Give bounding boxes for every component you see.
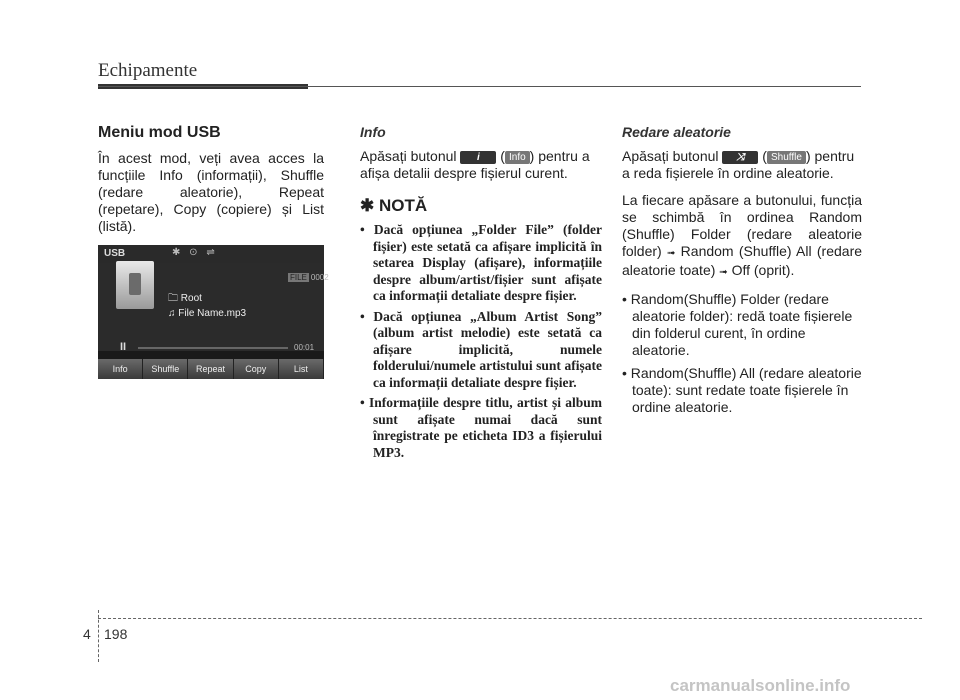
section-shuffle-text: Apăsați butonul ⤨ ( Shuffle ) pentru a reda fișierele în ordine aleatorie. (622, 148, 855, 181)
sequence-part-3: Off (oprit). (731, 262, 795, 278)
screen-file-counter (288, 273, 329, 282)
note-item: • Informațiile despre titlu, artist și album sunt afișate numai dacă sunt înregistrate pe eticheta ID3 a fișierului MP3. (360, 395, 602, 460)
file-name: File Name.mp3 (178, 308, 247, 319)
column-1 (98, 124, 329, 379)
screen-folder-row (168, 291, 202, 308)
section-title-shuffle: Redare aleatorie (622, 124, 731, 140)
shuffle-label-badge: Shuffle (767, 151, 806, 164)
shuffle-bullet-item: • Random(Shuffle) Folder (redare aleatorie folder): redă toate fișierele din folderul curent, în ordine aleatorie. (622, 291, 853, 358)
sequence-part-1: La fiecare apăsare a butonului, funcția se schimbă în ordinea Random (Shuffle) Folder (redare aleatorie folder) (622, 192, 862, 259)
note-title: ✱ NOTĂ (360, 196, 428, 215)
section-title-info: Info (360, 124, 386, 140)
file-count: 0002 (310, 273, 329, 282)
folder-icon: 🗀 (168, 293, 181, 304)
usb-screen-image (98, 245, 329, 379)
note-item: • Dacă opțiunea „Folder File” (folder fișier) este setată ca afișare implicită în setarea Display (afișare), informațiile despre album/artist/fișier sunt afișate ca informații detaliate despre fișier. (360, 222, 602, 303)
note-list (360, 222, 602, 461)
shuffle-text-before: Apăsați butonul (622, 148, 719, 164)
shuffle-bullet-item: • Random(Shuffle) All (redare aleatorie toate): sunt redate toate fișierele în ordine aleatorie. (622, 365, 862, 415)
shuffle-sequence-text (622, 192, 862, 281)
file-tag: FILE (290, 273, 307, 282)
music-note-icon: ♫ (168, 308, 179, 319)
footer-rule (98, 618, 922, 619)
arrow-icon: ➟ (719, 267, 728, 278)
column-3 (622, 124, 862, 422)
screen-button-shuffle: Shuffle (143, 359, 188, 379)
running-header: Echipamente (98, 60, 198, 81)
section-usb-menu-text: În acest mod, veți avea acces la funcțiile Info (informații), Shuffle (redare aleatorie), Repeat (repetare), Copy (copiere) și List (listă). (98, 150, 324, 234)
shuffle-text-after: pentru a reda fișierele în ordine aleatorie. (622, 148, 855, 181)
folder-name: Root (180, 293, 202, 304)
info-text-before: Apăsați butonul (360, 148, 457, 164)
screen-mode-label: USB (104, 248, 126, 259)
screen-file-row (168, 308, 246, 319)
progress-bar (138, 347, 288, 349)
footer-divider (98, 610, 99, 662)
screen-button-copy: Copy (234, 359, 279, 379)
screen-status-icons: ✱ ⊙ ⇌ (172, 247, 218, 258)
section-title-usb-menu: Meniu mod USB (98, 124, 221, 141)
header-rule (98, 86, 861, 87)
info-text-after: pentru a afișa detalii despre fișierul curent. (360, 148, 590, 181)
watermark: carmanualsonline.info (670, 676, 851, 695)
section-info-text: Apăsați butonul i ( Info ) pentru a afișa detalii despre fișierul curent. (360, 148, 590, 181)
chapter-number: 4 (83, 626, 91, 642)
sequence-part-2: Random (Shuffle) All (redare aleatorie toate) (622, 243, 863, 278)
column-2 (360, 124, 602, 465)
screen-button-list: List (279, 359, 324, 379)
pause-icon: II (120, 341, 127, 353)
screen-time: 00:01 (294, 343, 315, 352)
usb-device-icon (116, 261, 154, 309)
shuffle-button-icon: ⤨ (722, 151, 758, 164)
shuffle-bullet-list (622, 291, 862, 416)
arrow-icon: ➟ (666, 248, 676, 259)
screen-button-bar (98, 359, 324, 379)
info-button-icon: i (460, 151, 496, 164)
info-label-badge: Info (505, 151, 530, 164)
screen-button-repeat: Repeat (188, 359, 233, 379)
page-number: 198 (104, 626, 128, 642)
screen-button-info: Info (98, 359, 143, 379)
note-item: • Dacă opțiunea „Album Artist Song” (album artist melodie) este setată ca afișare implicită, numele folderului/numele artistului sunt afișate ca informații detaliate despre fișier. (360, 308, 602, 390)
